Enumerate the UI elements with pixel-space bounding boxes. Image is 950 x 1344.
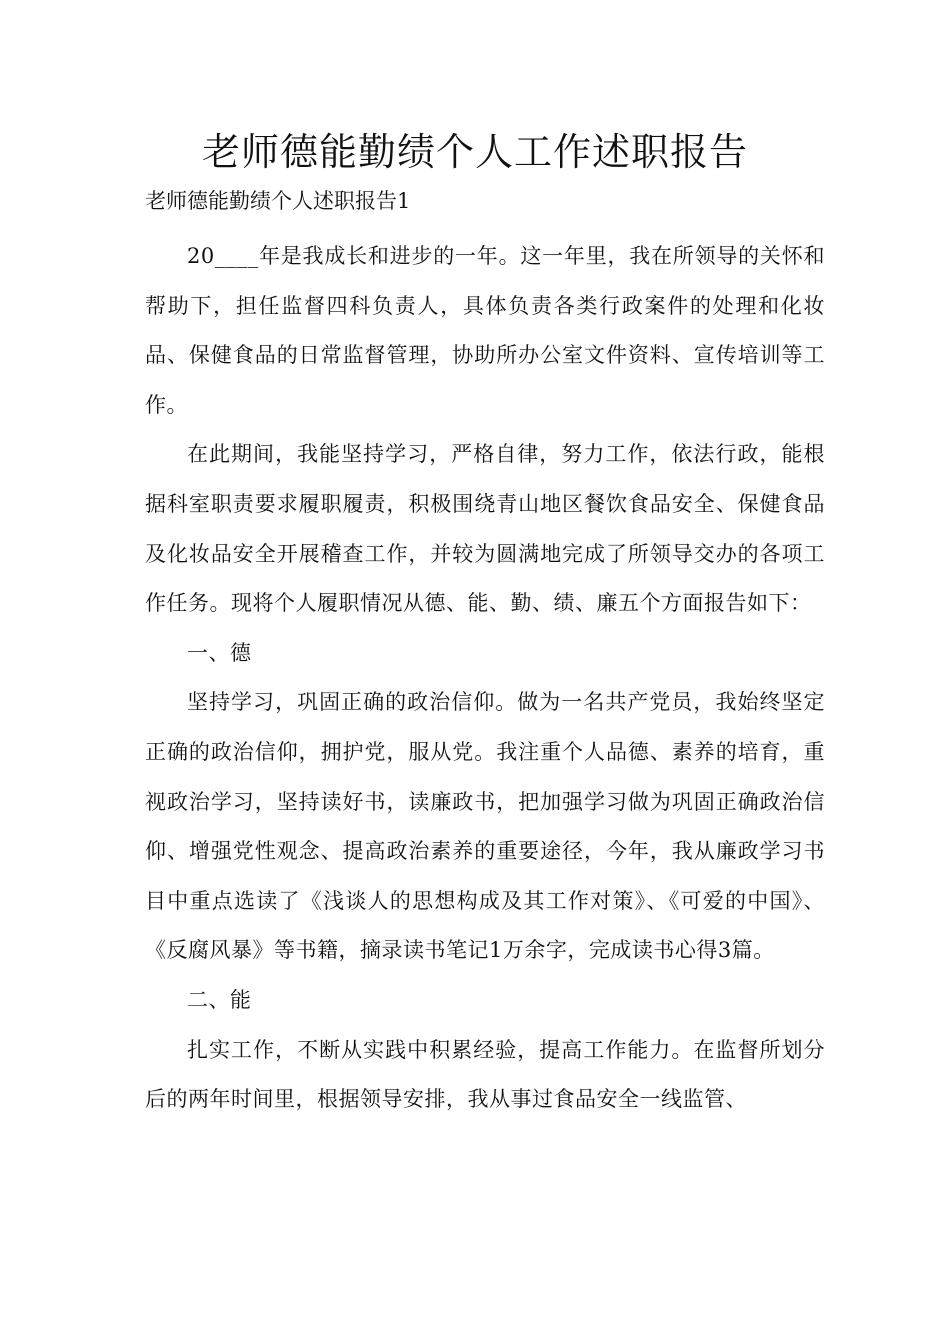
paragraph-overview: 在此期间，我能坚持学习，严格自律，努力工作，依法行政，能根据科室职责要求履职履责，积极围绕青山地区餐饮食品安全、保健食品及化妆品安全开展稽查工作，并较为圆满地完成了所领导交办的各项工作任务。现将个人履职情况从德、能、勤、绩、廉五个方面报告如下： <box>145 442 825 616</box>
document-title: 老师德能勤绩个人工作述职报告 <box>201 130 748 174</box>
document-body <box>145 232 825 1125</box>
document-subtitle: 老师德能勤绩个人述职报告1 <box>145 189 411 213</box>
paragraph-intro: 20____年是我成长和进步的一年。这一年里，我在所领导的关怀和帮助下，担任监督四科负责人，具体负责各类行政案件的处理和化妆品、保健食品的日常监督管理，协助所办公室文件资料、宣传培训等工作。 <box>145 244 825 417</box>
section-heading-de: 一、德 <box>187 640 252 665</box>
paragraph-de: 坚持学习，巩固正确的政治信仰。做为一名共产党员，我始终坚定正确的政治信仰，拥护党，服从党。我注重个人品德、素养的培育，重视政治学习，坚持读好书，读廉政书，把加强学习做为巩固正确政治信仰、增强党性观念、提高政治素养的重要途径，今年，我从廉政学习书目中重点选读了《浅谈人的思想构成及其工作对策》、《可爱的中国》、《反腐风暴》等书籍，摘录读书笔记1万余字，完成读书心得3篇。 <box>145 690 825 963</box>
section-heading-neng: 二、能 <box>187 987 252 1012</box>
paragraph-neng: 扎实工作，不断从实践中积累经验，提高工作能力。在监督所划分后的两年时间里，根据领导安排，我从事过食品安全一线监管、 <box>145 1037 825 1112</box>
